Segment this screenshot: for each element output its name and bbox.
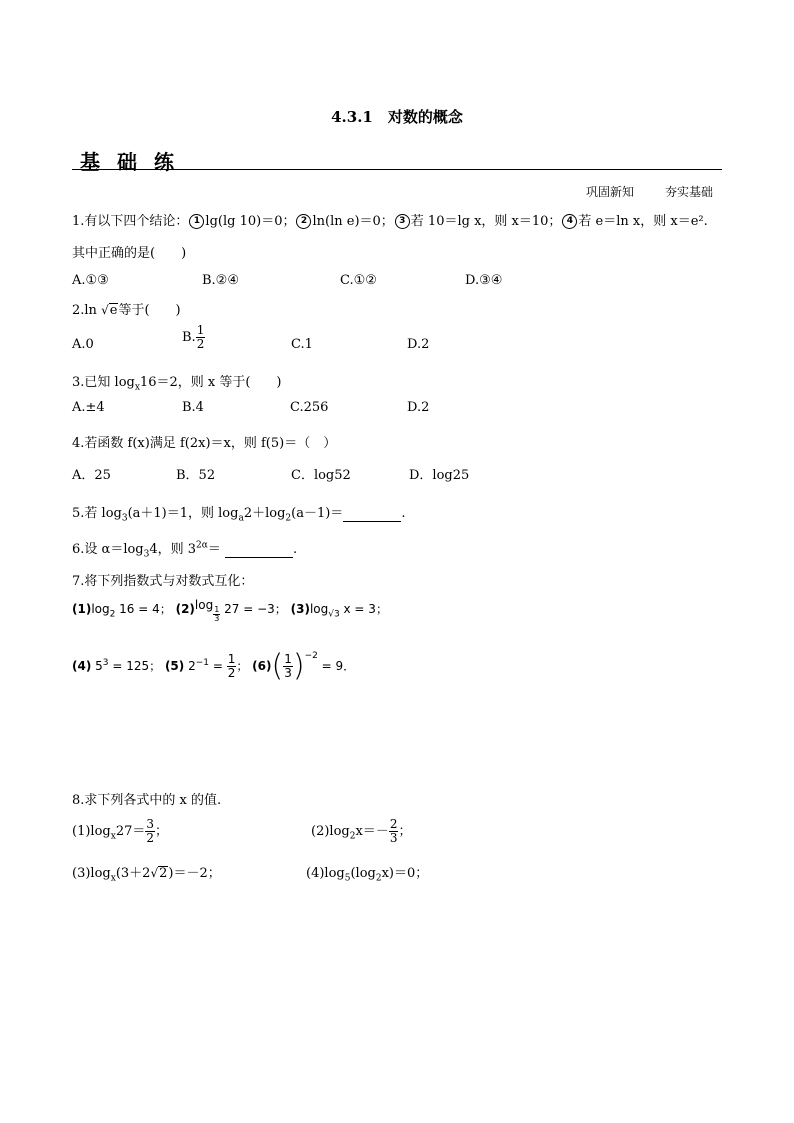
q4-option-b: B．52 bbox=[176, 468, 216, 483]
question-8: 8.求下列各式中的 x 的值. bbox=[72, 793, 222, 808]
question-1: 1.有以下四个结论： 1 lg(lg 10)＝0； 2 ln(ln e)＝0； 3 若 10＝lg x，则 x＝10； 4 若 e＝ln x，则 x＝e². bbox=[72, 214, 708, 229]
q1-option-a: A.①③ bbox=[72, 273, 109, 288]
q3-option-a: A.±4 bbox=[72, 400, 105, 415]
question-3: 3.已知 $\log_x16=2$，则 x 等于( ) bbox=[72, 375, 282, 393]
question-7-line-1: $(1)\log_2$ 16 = 4； (2)log $\frac{1}{3}$ 27 = −3； $(3)\log_{√3}$ x = 3； bbox=[72, 598, 388, 623]
question-2: 2.ln √e等于( ) bbox=[72, 303, 181, 318]
q3-option-b: B.4 bbox=[182, 400, 204, 415]
q1-option-c: C.①② bbox=[340, 273, 377, 288]
q2-option-a: A.0 bbox=[72, 337, 94, 352]
answer-blank[interactable] bbox=[343, 506, 401, 522]
section-heading: 基础练 bbox=[80, 150, 191, 174]
q1-option-d: D.③④ bbox=[465, 273, 503, 288]
circled-3-icon: 3 bbox=[395, 214, 410, 229]
q8-part-4: $(4)\log_5(\log_2x)=0$； bbox=[306, 866, 429, 884]
question-7: 7.将下列指数式与对数式互化： bbox=[72, 574, 254, 589]
section-divider bbox=[72, 169, 722, 170]
q1-option-b: B.②④ bbox=[202, 273, 239, 288]
q3-option-d: D.2 bbox=[407, 400, 430, 415]
q4-option-c: C．log52 bbox=[291, 468, 351, 483]
question-7-line-2: (4) $5^3 = 125$； (5) $2^{-1}$ = $\frac{1}{2}$ ； (6)( $\frac{1}{3}$ )$^{-2}$ = 9． bbox=[72, 648, 356, 684]
q8-part-2: $(2)\log_2x=-$ $\frac{2}{3}$ ； bbox=[311, 817, 412, 845]
q4-option-a: A．25 bbox=[72, 468, 111, 483]
q3-option-c: C.256 bbox=[290, 400, 329, 415]
tag-foundation: 夯实基础 bbox=[665, 185, 714, 199]
tag-consolidate: 巩固新知 bbox=[586, 185, 635, 199]
page-title: 4.3.1 对数的概念 bbox=[331, 108, 463, 126]
question-1-prompt: 其中正确的是( ) bbox=[72, 246, 187, 261]
circled-2-icon: 2 bbox=[296, 214, 311, 229]
question-6: 6.设 $\alpha=\log_34$，则 $3^{2\alpha}=$ . bbox=[72, 540, 298, 560]
q2-option-c: C.1 bbox=[291, 337, 313, 352]
circled-4-icon: 4 bbox=[562, 214, 577, 229]
answer-blank[interactable] bbox=[225, 542, 293, 558]
fraction: $\frac{1}{2}$ bbox=[196, 323, 205, 351]
question-4: 4.若函数 f(x)满足 f(2x)＝x，则 f(5)＝（ ） bbox=[72, 436, 337, 451]
circled-1-icon: 1 bbox=[189, 214, 204, 229]
q8-part-3: $(3)\log_x(3+2√2)=-2$； bbox=[72, 866, 221, 884]
q8-part-1: $(1)\log_x27=$ $\frac{3}{2}$ ； bbox=[72, 817, 169, 845]
q2-option-b: B. $\frac{1}{2}$ bbox=[182, 323, 205, 351]
q2-option-d: D.2 bbox=[407, 337, 430, 352]
question-5: 5.若 $\log_3(a+1)=1$，则 $\log_a2+\log_2(a-1)=$ . bbox=[72, 506, 406, 524]
q4-option-d: D．log25 bbox=[409, 468, 470, 483]
